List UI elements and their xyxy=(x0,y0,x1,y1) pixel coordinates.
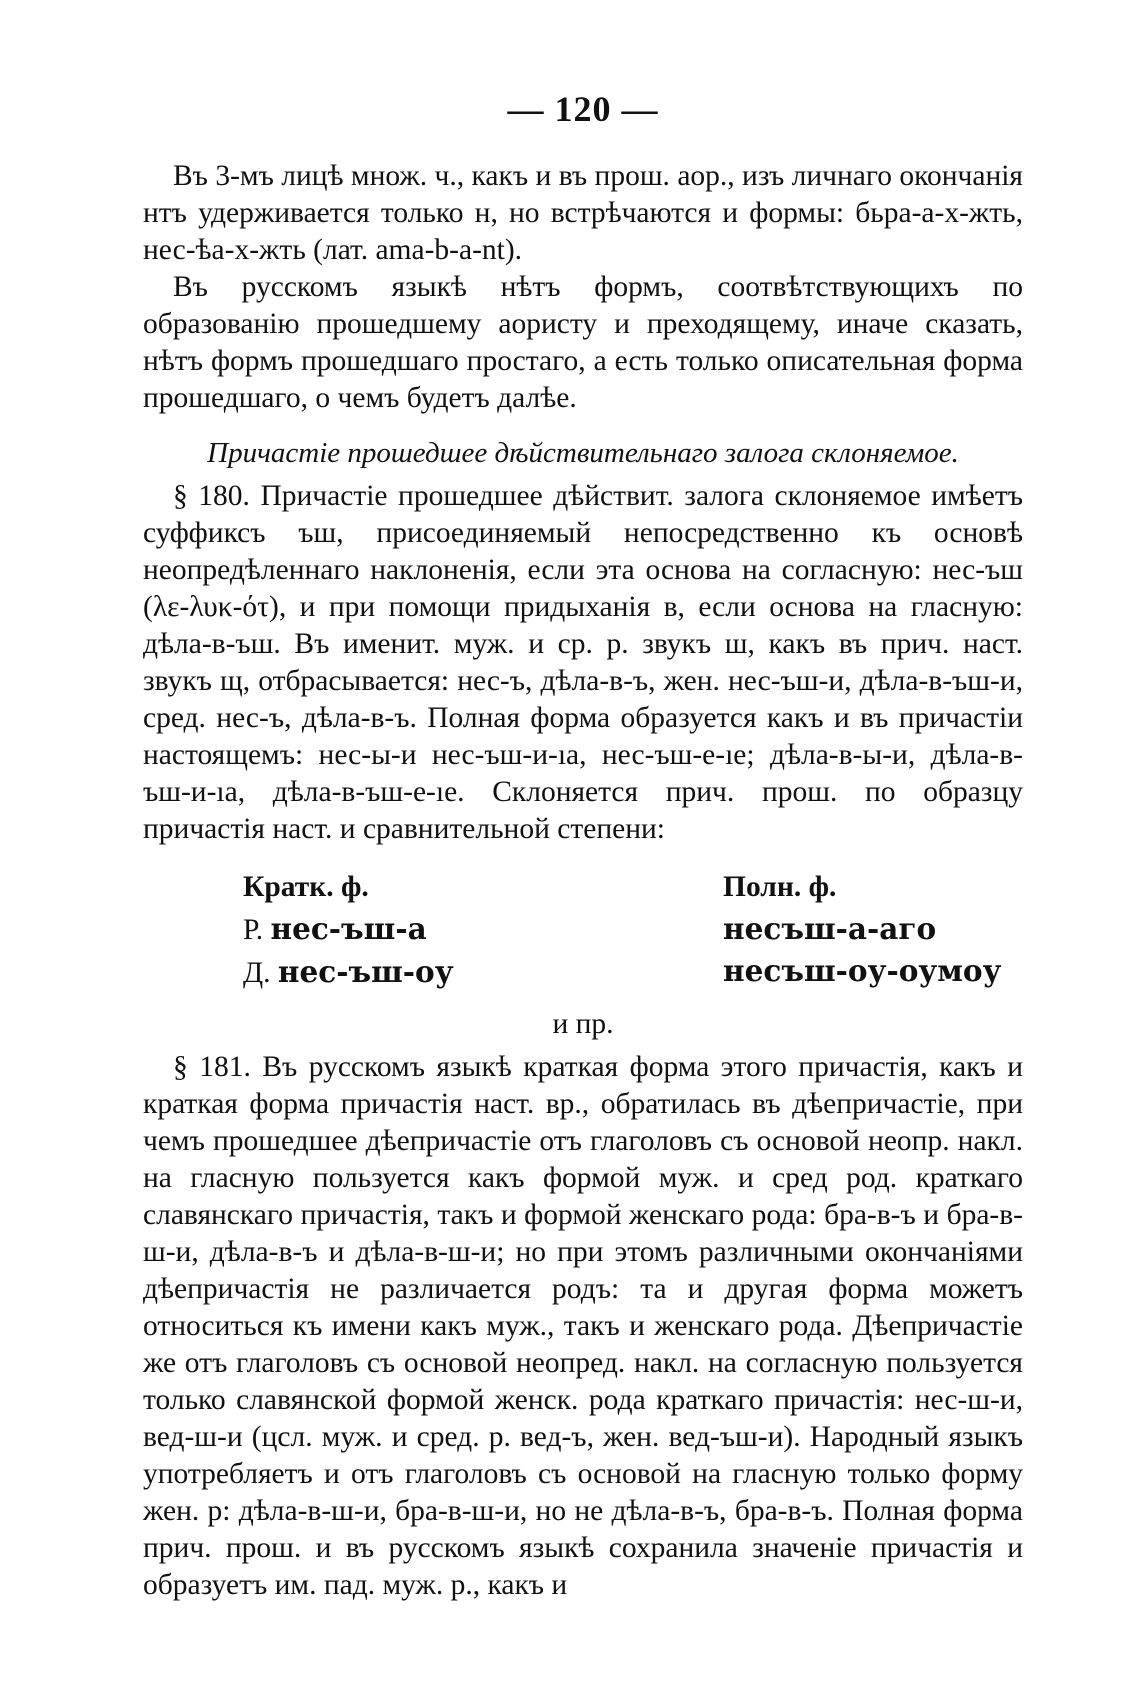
short-form-header: Кратк. ф. xyxy=(243,871,369,903)
paragraph-third-person-plural: Въ 3-мъ лицѣ множ. ч., какъ и въ прош. аор., изъ личнаго окончанія нтъ удерживается только н, но встрѣчаются и формы: бьра-а-х-жть, нес-ѣа-х-жть (лат. ama-b-a-nt). xyxy=(143,160,1023,266)
paragraph-section-180: § 180. Причастіе прошедшее дѣйствит. залога склоняемое имѣетъ суффиксъ ъш, присоединяемый непосредственно къ основѣ неопредѣленнаго наклоненія, если эта основа на согласную: нес-ъш (λε-λυκ-ότ), и при помощи придыханія в, если основа на гласную: дѣла-в-ъш. Въ именит. муж. и ср. р. звукъ ш, какъ въ прич. наст. звукъ щ, отбрасывается: нес-ъ, дѣла-в-ъ, жен. нес-ъш-и, дѣла-в-ъш-и, сред. нес-ъ, дѣла-в-ъ. Полная форма образуется какъ и въ причастіи настоящемъ: нес-ы-и нес-ъш-и-ıа, нес-ъш-е-ıе; дѣла-в-ы-и, дѣла-в-ъш-и-ıа, дѣла-в-ъш-е-ıе. Склоняется прич. прош. по образцу причастія наст. и сравнительной степени: xyxy=(143,480,1023,845)
declension-table xyxy=(143,856,1023,1006)
section-title: Причастіе прошедшее дѣйствительнаго залога склоняемое. xyxy=(207,437,959,469)
short-form-row-dative xyxy=(243,951,454,994)
document-page xyxy=(143,88,1023,1648)
full-form-genitive: несъш-а-аго xyxy=(723,911,937,946)
short-form-genitive: нес-ъш-а xyxy=(270,911,427,946)
paragraph-section-181: § 181. Въ русскомъ языкѣ краткая форма этого причастія, какъ и краткая форма причастія наст. вр., обратилась въ дѣепричастіе, при чемъ прошедшее дѣепричастіе отъ глаголовъ съ основой неопр. накл. на гласную пользуется какъ формой муж. и сред род. краткаго славянскаго причастія, такъ и формой женскаго рода: бра-в-ъ и бра-в-ш-и, дѣла-в-ъ и дѣла-в-ш-и; но при этомъ различными окончаніями дѣепричастія не различается родъ: та и другая форма можетъ относиться къ имени какъ муж., такъ и женскаго рода. Дѣепричастіе же отъ глаголовъ съ основой неопред. накл. на согласную пользуется только славянской формой женск. рода краткаго причастія: нес-ш-и, вед-ш-и (цсл. муж. и сред. р. вед-ъ, жен. вед-ъш-и). Народный языкъ употребляетъ и отъ глаголовъ съ основой на гласную только форму жен. р: дѣла-в-ш-и, бра-в-ш-и, но не дѣла-в-ъ, бра-в-ъ. Полная форма прич. прош. и въ русскомъ языкѣ сохранила значеніе причастія и образуетъ им. пад. муж. р., какъ и xyxy=(143,1051,1023,1601)
short-form-dative: нес-ъш-оу xyxy=(277,954,454,989)
paragraph-russian-forms: Въ русскомъ языкѣ нѣтъ формъ, соотвѣтствующихъ по образованію прошедшему аористу и преходящему, иначе сказать, нѣтъ формъ прошедшаго простаго, а есть только описательная форма прошедшаго, о чемъ будетъ далѣе. xyxy=(143,271,1023,414)
case-genitive: Р. xyxy=(243,914,264,946)
case-dative: Д. xyxy=(243,957,271,989)
short-form-row-genitive xyxy=(243,908,454,951)
full-form-dative: несъш-оу-оумоу xyxy=(723,953,1002,988)
full-form-header: Полн. ф. xyxy=(723,871,837,903)
etc-note: и пр. xyxy=(552,1008,614,1040)
page-number: — 120 — xyxy=(507,89,659,129)
full-form-column xyxy=(723,866,1001,992)
short-form-column xyxy=(243,866,454,994)
